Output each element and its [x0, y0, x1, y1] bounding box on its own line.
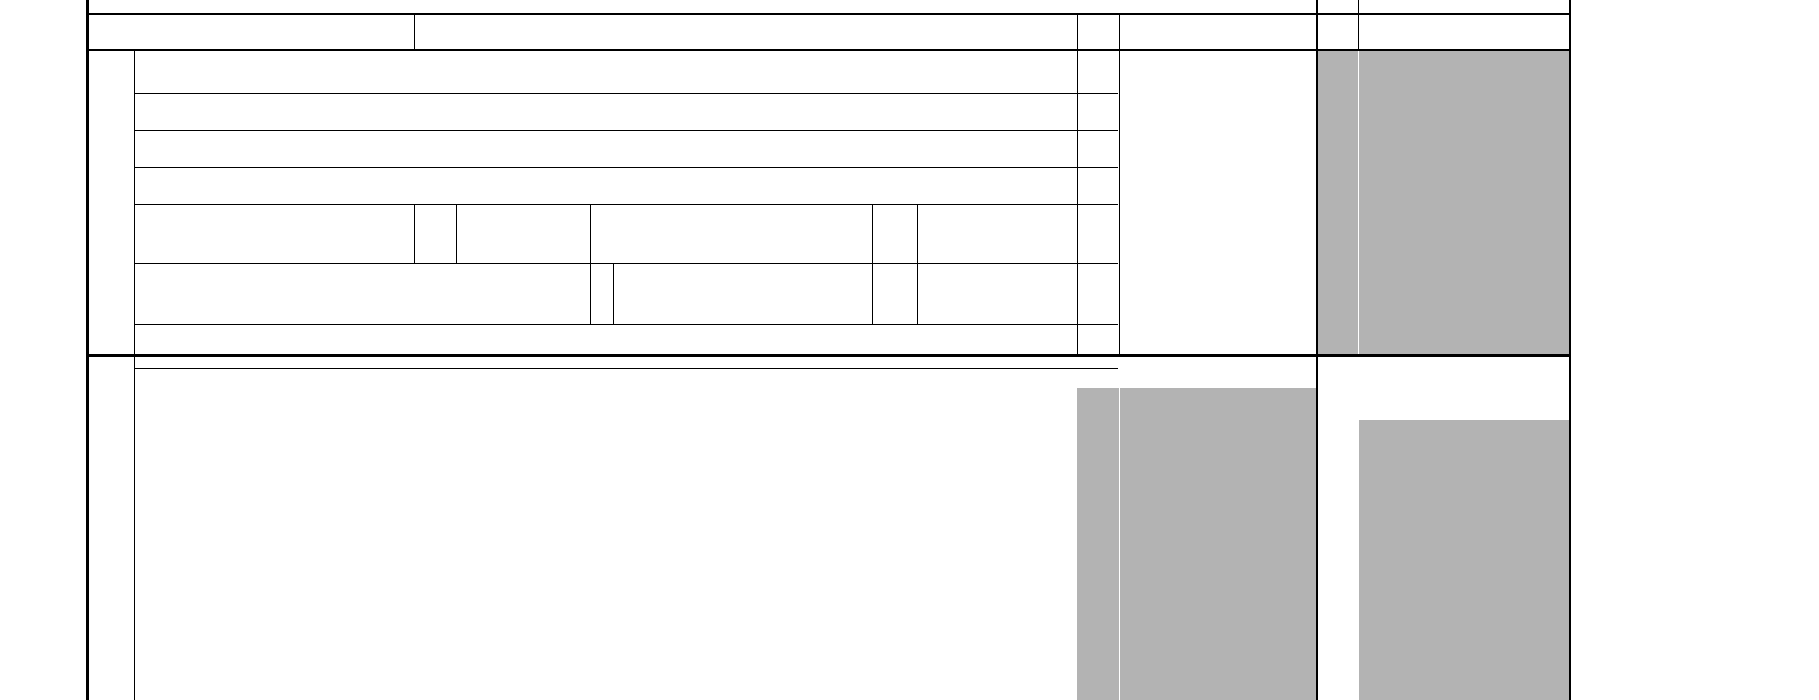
field-248[interactable] — [918, 205, 1077, 263]
line-loyers-sep — [590, 263, 591, 324]
shaded-cell-right-column — [1359, 51, 1570, 355]
field-249[interactable] — [918, 264, 1044, 324]
line-loyers-part — [613, 263, 614, 324]
field-251[interactable] — [1120, 264, 1316, 324]
line-divers-a — [414, 204, 415, 263]
border-right — [1569, 0, 1571, 700]
field-247[interactable] — [457, 205, 590, 263]
shaded-cell-right-lower — [1359, 420, 1570, 700]
border-deductions-top — [86, 354, 1571, 357]
field-999[interactable] — [1120, 369, 1316, 412]
field-318[interactable] — [1120, 94, 1316, 130]
line-ecarts-a — [872, 204, 873, 324]
shaded-cell-middle-a — [1077, 388, 1119, 700]
border-left — [86, 0, 89, 700]
border-row-b-bottom — [86, 49, 1571, 51]
line-row-318-bottom — [134, 130, 1118, 131]
field-330[interactable] — [1120, 205, 1316, 263]
line-row-251-bottom — [134, 324, 1118, 325]
field-314[interactable] — [1359, 15, 1569, 49]
field-316[interactable] — [1120, 52, 1316, 93]
shaded-cell-314-column — [1316, 51, 1358, 355]
line-row-322-bottom — [134, 167, 1118, 168]
line-row-316-bottom — [134, 93, 1118, 94]
line-row-998-bottom — [134, 368, 1118, 369]
line-col-314-left — [1316, 0, 1318, 700]
border-row-b-top — [86, 13, 1571, 15]
field-322[interactable] — [1120, 131, 1316, 167]
line-b-title-sep — [414, 13, 415, 51]
line-section-label — [134, 51, 135, 700]
line-col-312-left — [1077, 13, 1078, 355]
line-divers-c — [590, 204, 591, 263]
field-312[interactable] — [1120, 15, 1316, 49]
field-998[interactable] — [1120, 325, 1316, 368]
field-324[interactable] — [1120, 168, 1316, 204]
shaded-cell-middle-b — [1120, 388, 1316, 700]
